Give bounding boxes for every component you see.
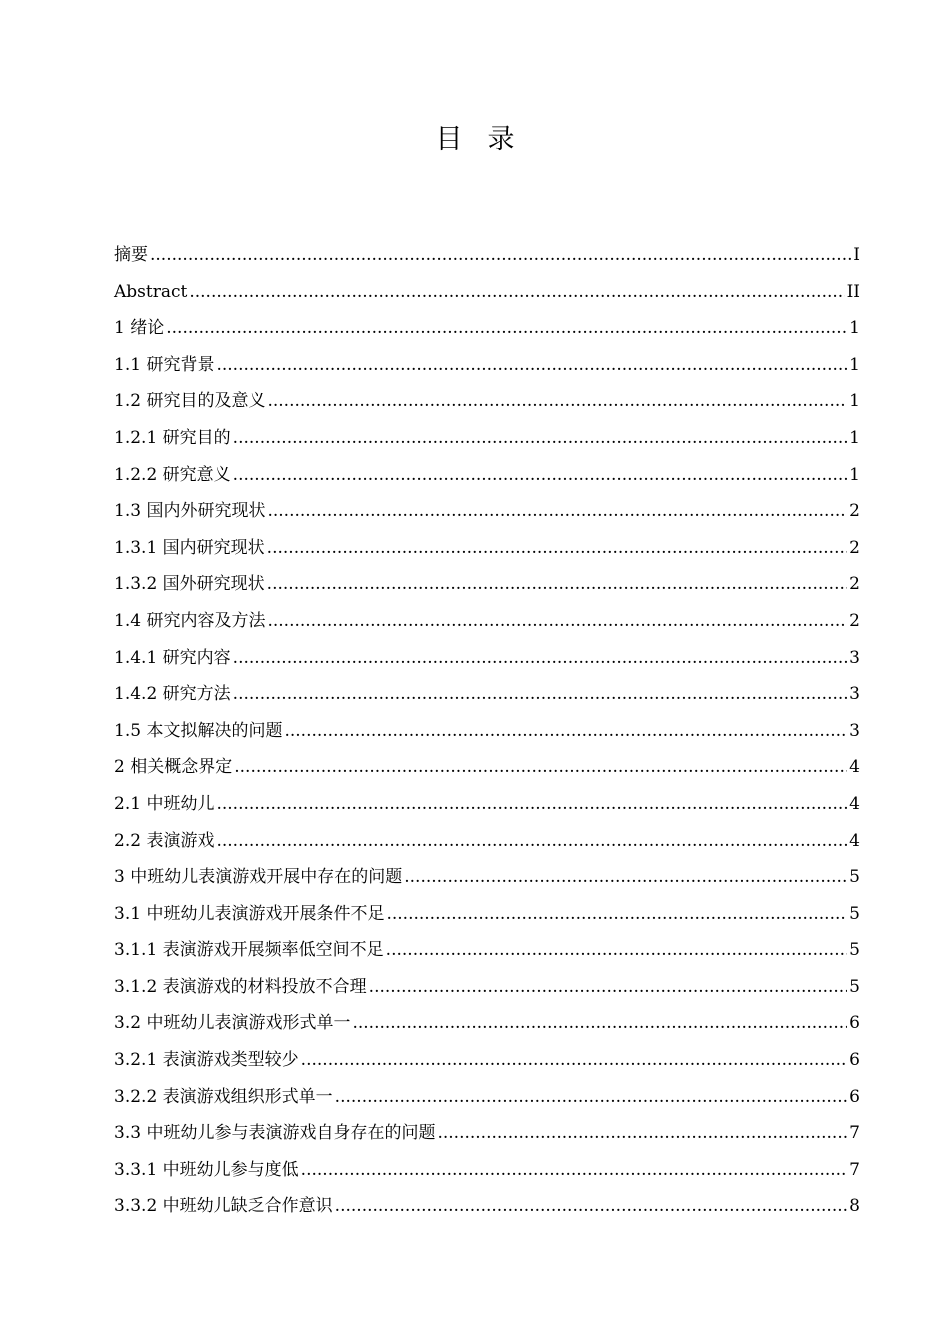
toc-dot-leader	[267, 496, 847, 526]
toc-entry-page-number: 1	[849, 427, 860, 448]
table-of-contents	[114, 240, 860, 1228]
toc-dot-leader	[267, 533, 848, 563]
toc-entry-label: 摘要	[114, 245, 148, 265]
toc-entry-page-number: 6	[849, 1050, 860, 1071]
toc-dot-leader	[234, 752, 847, 782]
toc-dot-leader	[335, 1082, 848, 1112]
toc-dot-leader	[216, 350, 847, 380]
toc-entry-page-number: 3	[849, 720, 860, 741]
toc-entry-label: 3 中班幼儿表演游戏开展中存在的问题	[114, 867, 403, 888]
toc-entry-page-number: 1	[849, 354, 860, 375]
toc-entry-label: 1.2.2 研究意义	[114, 464, 231, 485]
toc-dot-leader	[267, 569, 848, 599]
toc-dot-leader	[166, 313, 847, 343]
toc-dot-leader	[386, 899, 847, 929]
toc-entry-page-number: 3	[849, 647, 860, 668]
toc-entry-page-number: 5	[849, 903, 860, 924]
toc-dot-leader	[301, 1045, 848, 1075]
toc-entry-label: Abstract	[114, 281, 188, 302]
toc-title: 目录	[435, 124, 540, 155]
toc-entry[interactable]	[114, 460, 860, 497]
toc-entry-label: 1.4.1 研究内容	[114, 647, 231, 668]
toc-entry[interactable]	[114, 1191, 860, 1228]
toc-dot-leader	[233, 643, 848, 673]
toc-entry-label: 3.1.2 表演游戏的材料投放不合理	[114, 976, 367, 997]
toc-entry-page-number: 2	[849, 537, 860, 558]
toc-entry[interactable]	[114, 716, 860, 753]
toc-dot-leader	[369, 972, 848, 1002]
toc-entry-page-number: II	[846, 281, 860, 302]
toc-entry-page-number: 4	[849, 793, 860, 814]
toc-entry-label: 2.2 表演游戏	[114, 830, 215, 851]
toc-entry-label: 1 绪论	[114, 318, 165, 339]
toc-entry-label: 2 相关概念界定	[114, 757, 233, 778]
toc-entry-label: 1.3.2 国外研究现状	[114, 574, 265, 595]
toc-entry-page-number: 6	[849, 1086, 860, 1107]
toc-entry-page-number: 2	[849, 610, 860, 631]
toc-entry[interactable]	[114, 569, 860, 606]
toc-dot-leader	[233, 423, 848, 453]
toc-dot-leader	[150, 240, 851, 270]
toc-entry[interactable]	[114, 313, 860, 350]
toc-entry-page-number: 5	[849, 976, 860, 997]
toc-entry-label: 1.2 研究目的及意义	[114, 391, 266, 412]
toc-entry-label: 3.2.2 表演游戏组织形式单一	[114, 1086, 333, 1107]
toc-entry-page-number: 3	[849, 684, 860, 705]
toc-entry[interactable]	[114, 935, 860, 972]
toc-entry[interactable]	[114, 899, 860, 936]
toc-dot-leader	[386, 935, 848, 965]
toc-entry-page-number: 4	[849, 830, 860, 851]
toc-entry[interactable]	[114, 1082, 860, 1119]
toc-entry-label: 1.5 本文拟解决的问题	[114, 720, 283, 741]
toc-dot-leader	[284, 716, 847, 746]
toc-entry[interactable]	[114, 496, 860, 533]
toc-entry[interactable]	[114, 277, 860, 314]
toc-entry[interactable]	[114, 606, 860, 643]
toc-entry-page-number: 1	[849, 318, 860, 339]
toc-entry-page-number: 7	[849, 1123, 860, 1144]
toc-entry[interactable]	[114, 386, 860, 423]
toc-entry[interactable]	[114, 752, 860, 789]
toc-entry-label: 3.3 中班幼儿参与表演游戏自身存在的问题	[114, 1123, 436, 1144]
toc-entry-page-number: I	[853, 245, 860, 265]
toc-entry-label: 1.3.1 国内研究现状	[114, 537, 265, 558]
toc-entry[interactable]	[114, 972, 860, 1009]
toc-dot-leader	[437, 1118, 847, 1148]
toc-entry-label: 1.4 研究内容及方法	[114, 610, 266, 631]
toc-entry[interactable]	[114, 1008, 860, 1045]
toc-entry-label: 2.1 中班幼儿	[114, 793, 215, 814]
toc-entry-label: 3.3.2 中班幼儿缺乏合作意识	[114, 1196, 333, 1217]
toc-entry-page-number: 1	[849, 391, 860, 412]
toc-entry-label: 1.4.2 研究方法	[114, 684, 231, 705]
toc-entry[interactable]	[114, 1045, 860, 1082]
toc-entry-page-number: 7	[849, 1159, 860, 1180]
toc-entry[interactable]	[114, 1118, 860, 1155]
toc-entry-page-number: 5	[849, 940, 860, 961]
toc-entry-label: 1.2.1 研究目的	[114, 427, 231, 448]
toc-entry-label: 1.3 国内外研究现状	[114, 501, 266, 522]
toc-entry-page-number: 8	[849, 1196, 860, 1217]
toc-entry-page-number: 6	[849, 1013, 860, 1034]
toc-entry-label: 3.2 中班幼儿表演游戏形式单一	[114, 1013, 351, 1034]
toc-entry-label: 1.1 研究背景	[114, 354, 215, 375]
toc-dot-leader	[352, 1008, 847, 1038]
toc-entry[interactable]	[114, 862, 860, 899]
toc-dot-leader	[267, 386, 847, 416]
toc-entry-page-number: 1	[849, 464, 860, 485]
toc-dot-leader	[404, 862, 847, 892]
toc-entry[interactable]	[114, 423, 860, 460]
toc-entry-page-number: 2	[849, 574, 860, 595]
toc-entry[interactable]	[114, 350, 860, 387]
toc-entry[interactable]	[114, 679, 860, 716]
toc-dot-leader	[216, 826, 847, 856]
toc-dot-leader	[189, 277, 844, 307]
toc-dot-leader	[267, 606, 847, 636]
toc-dot-leader	[216, 789, 847, 819]
toc-entry-page-number: 4	[849, 757, 860, 778]
toc-entry-page-number: 2	[849, 501, 860, 522]
toc-dot-leader	[233, 679, 848, 709]
toc-entry-label: 3.2.1 表演游戏类型较少	[114, 1050, 299, 1071]
toc-entry[interactable]	[114, 240, 860, 277]
toc-entry[interactable]	[114, 789, 860, 826]
toc-dot-leader	[233, 460, 848, 490]
toc-dot-leader	[335, 1191, 848, 1221]
toc-entry-label: 3.1 中班幼儿表演游戏开展条件不足	[114, 903, 385, 924]
toc-entry-label: 3.3.1 中班幼儿参与度低	[114, 1159, 299, 1180]
toc-dot-leader	[301, 1155, 848, 1185]
toc-entry[interactable]	[114, 533, 860, 570]
toc-entry[interactable]	[114, 826, 860, 863]
toc-entry[interactable]	[114, 643, 860, 680]
toc-entry[interactable]	[114, 1155, 860, 1192]
toc-entry-label: 3.1.1 表演游戏开展频率低空间不足	[114, 940, 384, 961]
toc-entry-page-number: 5	[849, 867, 860, 888]
